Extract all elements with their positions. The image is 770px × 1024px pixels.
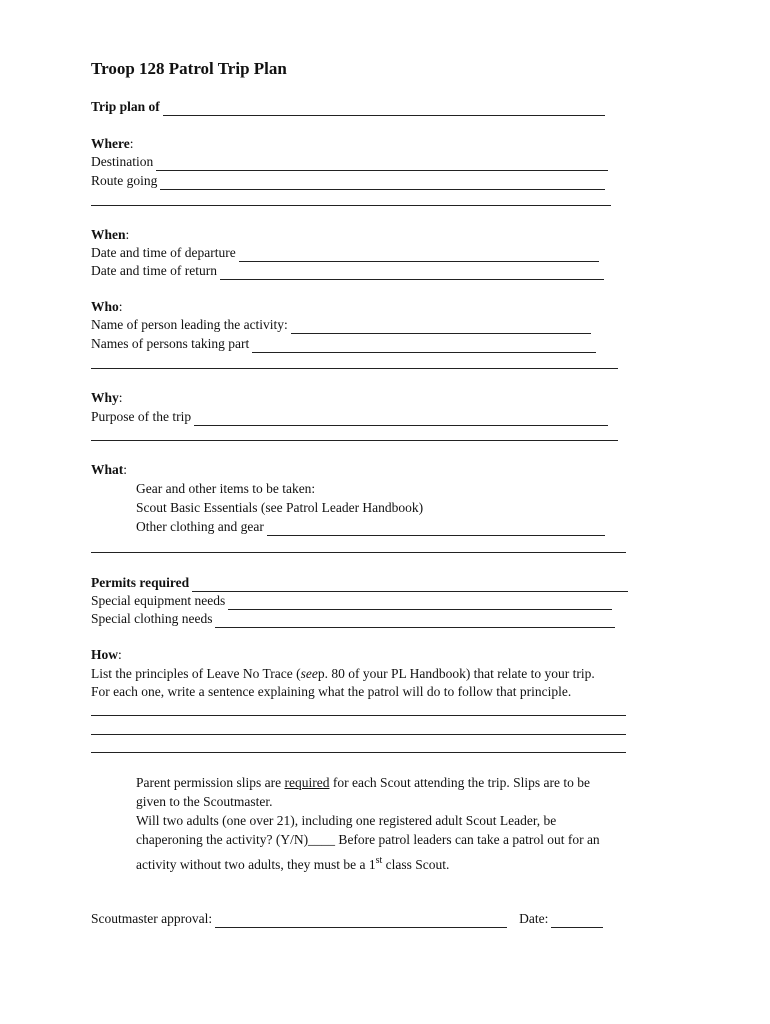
p2-c: activity without two adults, they must be a 1 xyxy=(136,857,376,872)
leader-field[interactable] xyxy=(291,320,591,334)
approval-signature-field[interactable] xyxy=(215,914,507,928)
how-line1-a: List the principles of Leave No Trace ( xyxy=(91,666,301,681)
p1-b: for each Scout attending the trip. Slips are to be xyxy=(329,775,591,790)
clothing-label: Other clothing and gear xyxy=(136,519,264,534)
route-label: Route going xyxy=(91,173,158,188)
required-emphasis: required xyxy=(284,775,330,790)
leader-label: Name of person leading the activity: xyxy=(91,317,288,332)
how-answer-line-1[interactable] xyxy=(91,715,626,716)
where-colon: : xyxy=(129,136,134,151)
departure-row xyxy=(91,244,599,262)
departure-field[interactable] xyxy=(239,248,599,262)
trip-plan-of-row xyxy=(91,98,605,116)
date-field[interactable] xyxy=(551,914,603,928)
purpose-field-line-2[interactable] xyxy=(91,440,618,441)
essentials-label: Scout Basic Essentials (see Patrol Leader Handbook) xyxy=(136,500,424,515)
what-heading xyxy=(91,461,127,479)
how-instructions-2 xyxy=(91,683,571,701)
date-label: Date: xyxy=(519,911,549,926)
gear-row xyxy=(136,480,315,498)
where-heading xyxy=(91,135,134,153)
purpose-row xyxy=(91,408,608,426)
persons-row xyxy=(91,335,596,353)
purpose-field[interactable] xyxy=(194,412,608,426)
how-heading xyxy=(91,646,122,664)
why-heading xyxy=(91,389,123,407)
approval-label: Scoutmaster approval: xyxy=(91,911,213,926)
essentials-row xyxy=(136,499,423,517)
special-clothing-label: Special clothing needs xyxy=(91,611,213,626)
purpose-label: Purpose of the trip xyxy=(91,409,192,424)
permits-field[interactable] xyxy=(192,578,628,592)
permits-row xyxy=(91,574,628,592)
why-heading-text: Why xyxy=(91,390,119,405)
clothing-field-line-2[interactable] xyxy=(91,552,626,553)
permits-label: Permits required xyxy=(91,575,190,590)
what-heading-text: What xyxy=(91,462,124,477)
adults-note-line-2: chaperoning the activity? (Y/N)____ Before patrol leaders can take a patrol out for an xyxy=(136,832,600,847)
how-answer-line-2[interactable] xyxy=(91,734,626,735)
why-colon: : xyxy=(118,390,123,405)
adults-note-line-3 xyxy=(136,855,676,874)
persons-field[interactable] xyxy=(252,339,596,353)
approval-row xyxy=(91,910,603,928)
p2-d: class Scout. xyxy=(382,857,450,872)
equipment-row xyxy=(91,592,612,610)
special-clothing-row xyxy=(91,610,615,628)
who-colon: : xyxy=(118,299,123,314)
adults-note-line-1: Will two adults (one over 21), including one registered adult Scout Leader, be xyxy=(136,813,557,828)
return-field[interactable] xyxy=(220,266,604,280)
who-heading xyxy=(91,298,123,316)
route-field-line-2[interactable] xyxy=(91,205,611,206)
route-field[interactable] xyxy=(160,176,605,190)
trip-plan-of-field[interactable] xyxy=(163,102,605,116)
persons-label: Names of persons taking part xyxy=(91,336,250,351)
permission-note-line-1 xyxy=(136,773,676,792)
when-heading-text: When xyxy=(91,227,126,242)
return-row xyxy=(91,262,604,280)
when-colon: : xyxy=(125,227,130,242)
permission-note-line-2: given to the Scoutmaster. xyxy=(136,794,273,809)
where-heading-text: Where xyxy=(91,136,130,151)
route-row xyxy=(91,172,605,190)
how-answer-line-3[interactable] xyxy=(91,752,626,753)
how-instructions-1 xyxy=(91,665,595,683)
when-heading xyxy=(91,226,129,244)
leader-row xyxy=(91,316,591,334)
equipment-label: Special equipment needs xyxy=(91,593,226,608)
how-line1-b: p. 80 of your PL Handbook) that relate to your trip. xyxy=(317,666,595,681)
p1-a: Parent permission slips are xyxy=(136,775,285,790)
gear-label: Gear and other items to be taken: xyxy=(136,481,316,496)
how-line2: For each one, write a sentence explaining what the patrol will do to follow that principle. xyxy=(91,684,572,699)
clothing-field[interactable] xyxy=(267,522,605,536)
how-line1-see: see xyxy=(300,666,318,681)
persons-field-line-2[interactable] xyxy=(91,368,618,369)
destination-row xyxy=(91,153,608,171)
destination-field[interactable] xyxy=(156,157,608,171)
trip-plan-of-label: Trip plan of xyxy=(91,99,160,114)
destination-label: Destination xyxy=(91,154,154,169)
equipment-field[interactable] xyxy=(228,596,612,610)
how-heading-text: How xyxy=(91,647,118,662)
who-heading-text: Who xyxy=(91,299,119,314)
page-title: Troop 128 Patrol Trip Plan xyxy=(91,59,287,78)
departure-label: Date and time of departure xyxy=(91,245,236,260)
clothing-row xyxy=(136,518,605,536)
return-label: Date and time of return xyxy=(91,263,217,278)
notes-block xyxy=(136,773,676,874)
what-colon: : xyxy=(123,462,128,477)
special-clothing-field[interactable] xyxy=(215,614,615,628)
how-colon: : xyxy=(118,647,122,662)
p2-sup: st xyxy=(375,855,383,866)
